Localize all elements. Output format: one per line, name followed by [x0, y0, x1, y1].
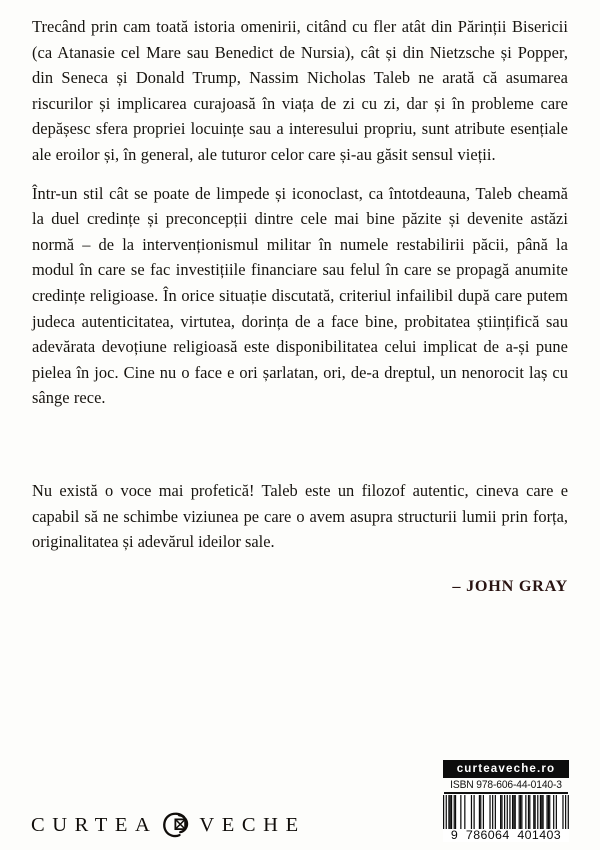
blurb-paragraph-2: Într-un stil cât se poate de limpede și iconoclast, ca întotdeauna, Taleb cheamă la duel credințe și preconcepții dintre cele mai bine păzite și devenite astăzi normă – de la intervenționismul militar în numele restabilirii păcii, până la modul în care se fac investițiile financiare sau felul în care se propagă anumite credințe religioase. În orice situație discutată, criteriul infailibil după care putem judeca autenticitatea, virtutea, dorința de a face bine, probitatea științifică sau adevărata devoțiune religioasă este disponibilitatea celui implicat de a-și pune pielea în joc. Cine nu o face e ori șarlatan, ori, de-a dreptul, un nenorocit laș cu sânge rece. — [32, 183, 568, 408]
isbn-text: ISBN 978-606-44-0140-3 — [450, 779, 562, 791]
publisher-logo — [31, 808, 306, 842]
blurb-paragraph-1: Trecând prin cam toată istoria omenirii, citând cu fler atât din Părinții Bisericii (ca Atanasie cel Mare sau Benedict de Nursia), cât și din Nietzsche și Popper, din Seneca și Donald Trump, Nassim Nicholas Taleb ne arată că asumarea riscurilor și implicarea curajoasă în viața de zi cu zi, dar și în probleme care depășesc sfera propriei locuințe sau a interesului propriu, sunt atribute esențiale ale eroilor și, în general, ale tuturor celor care și-au găsit sensul vieții. — [32, 17, 568, 164]
endorsement-text: Nu există o voce mai profetică! Taleb este un filozof autentic, cineva care e capabil să ne schimbe viziunea pe care o avem asupra structurii lumii prin forța, originalitatea și adevărul ideilor sale. — [32, 481, 568, 552]
ean-top-rule — [444, 792, 568, 794]
ean-digits: 9 786064 401403 — [450, 828, 562, 842]
endorsement-section — [32, 478, 568, 596]
publisher-name-left: CURTEA — [31, 813, 158, 836]
publisher-website: curteaveche.ro — [443, 760, 569, 778]
ean-bars-icon — [443, 795, 569, 829]
endorsement-attribution: – JOHN GRAY — [452, 576, 568, 595]
barcode-panel — [440, 760, 572, 842]
ean-barcode — [443, 792, 569, 842]
blurb-section — [32, 14, 568, 411]
publisher-name-right: VECHE — [199, 813, 306, 836]
curtea-veche-circle-mark-icon — [160, 810, 190, 840]
